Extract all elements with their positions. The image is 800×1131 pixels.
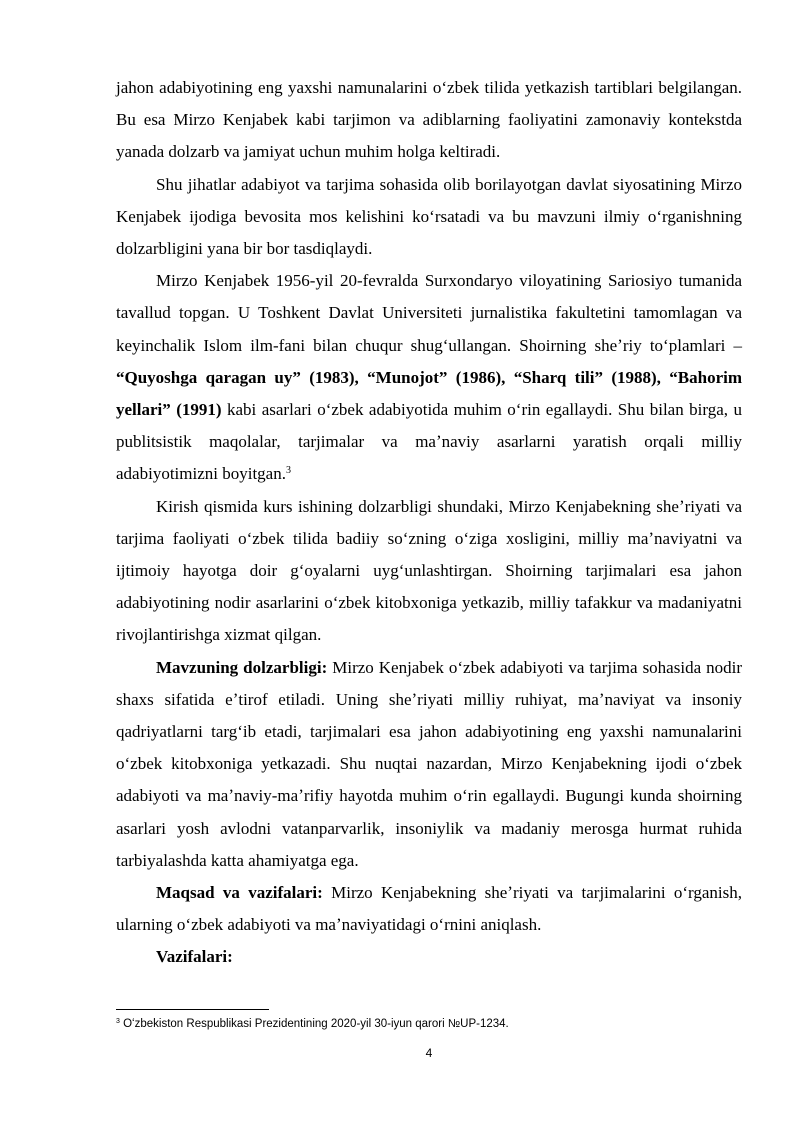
- paragraph-relevance: [116, 652, 742, 877]
- paragraph-continuation: [116, 72, 742, 169]
- text-run: Mirzo Kenjabek oʻzbek adabiyoti va tarjima sohasida nodir shaxs sifatida eʼtirof etiladi. Uning sheʼriyati milliy ruhiyat, maʼnaviyat va insoniy qadriyatlarni targʻib etadi, tarjimalari esa jahon adabiyotining eng yaxshi namunalarini oʻzbek kitobxoniga yetkazadi. Shu nuqtai nazardan, Mirzo Kenjabekning ijodi oʻzbek adabiyoti va maʼnaviy-maʼrifiy hayotda muhim oʻrin egallaydi. Bugungi kunda shoirning asarlari yosh avlodni vatanparvarlik, insoniylik va madaniy merosga hurmat ruhida tarbiyalashda katta ahamiyatga ega.: [116, 657, 742, 870]
- footnote-number: 3: [116, 1018, 120, 1025]
- collection-titles: “Quyoshga qaragan uy” (1983), “Munojot” (1986), “Sharq tili” (1988), “Bahorim yellari” (1991): [116, 367, 742, 420]
- footnote: [116, 1017, 742, 1032]
- footnote-separator: [116, 1009, 269, 1010]
- footnote-text: Oʻzbekiston Respublikasi Prezidentining 2020-yil 30-iyun qarori №UP-1234.: [123, 1018, 509, 1030]
- footnote-reference[interactable]: 3: [285, 465, 291, 477]
- text-run: Shu jihatlar adabiyot va tarjima sohasida olib borilayotgan davlat siyosatining Mirzo Kenjabek ijodiga bevosita mos kelishini koʻrsatadi va bu mavzuni ilmiy oʻrganishning dolzarbligini yana bir bor tasdiqlaydi.: [116, 174, 742, 259]
- text-run: jahon adabiyotining eng yaxshi namunalarini oʻzbek tilida yetkazish tartiblari belgilangan. Bu esa Mirzo Kenjabek kabi tarjimon va adiblarning faoliyatini zamonaviy kontekstda yanada dolzarb va jamiyat uchun muhim holga keltiradi.: [116, 78, 742, 162]
- text-run: kabi asarlari oʻzbek adabiyotida muhim oʻrin egallaydi. Shu bilan birga, u publitsistik maqolalar, tarjimalar va maʼnaviy asarlarni yaratish orqali milliy adabiyotimizni boyitgan.: [116, 400, 742, 484]
- text-run: Kirish qismida kurs ishining dolzarbligi shundaki, Mirzo Kenjabekning sheʼriyati va tarjima faoliyati oʻzbek tilida badiiy soʻzning oʻziga xosligini, milliy maʼnaviyatni va ijtimoiy hayotga doir gʻoyalarni uygʻunlashtirgan. Shoirning tarjimalari esa jahon adabiyotining nodir asarlarini oʻzbek kitobxoniga yetkazib, milliy tafakkur va madaniyatni rivojlantirishga xizmat qilgan.: [116, 496, 742, 645]
- paragraph-tasks-heading: [116, 941, 742, 973]
- body-text: [116, 72, 742, 974]
- page-number: 4: [425, 1046, 433, 1060]
- section-label-goals: Maqsad va vazifalari:: [156, 883, 323, 903]
- paragraph-biography: [116, 265, 742, 490]
- paragraph-goals: [116, 877, 742, 941]
- paragraph-introduction: [116, 491, 742, 652]
- section-label-tasks: Vazifalari:: [156, 947, 233, 967]
- paragraph-policy: [116, 169, 742, 266]
- text-run: Mirzo Kenjabekning sheʼriyati va tarjimalarini oʻrganish, ularning oʻzbek adabiyoti va maʼnaviyatidagi oʻrnini aniqlash.: [116, 883, 743, 935]
- text-run: Mirzo Kenjabek 1956-yil 20-fevralda Surxondaryo viloyatining Sariosiyo tumanida tavallud topgan. U Toshkent Davlat Universiteti jurnalistika fakultetini tamomlagan va keyinchalik Islom ilm-fani bilan chuqur shugʻullangan. Shoirning sheʼriy toʻplamlari –: [116, 271, 742, 355]
- section-label-relevance: Mavzuning dolzarbligi:: [156, 657, 328, 677]
